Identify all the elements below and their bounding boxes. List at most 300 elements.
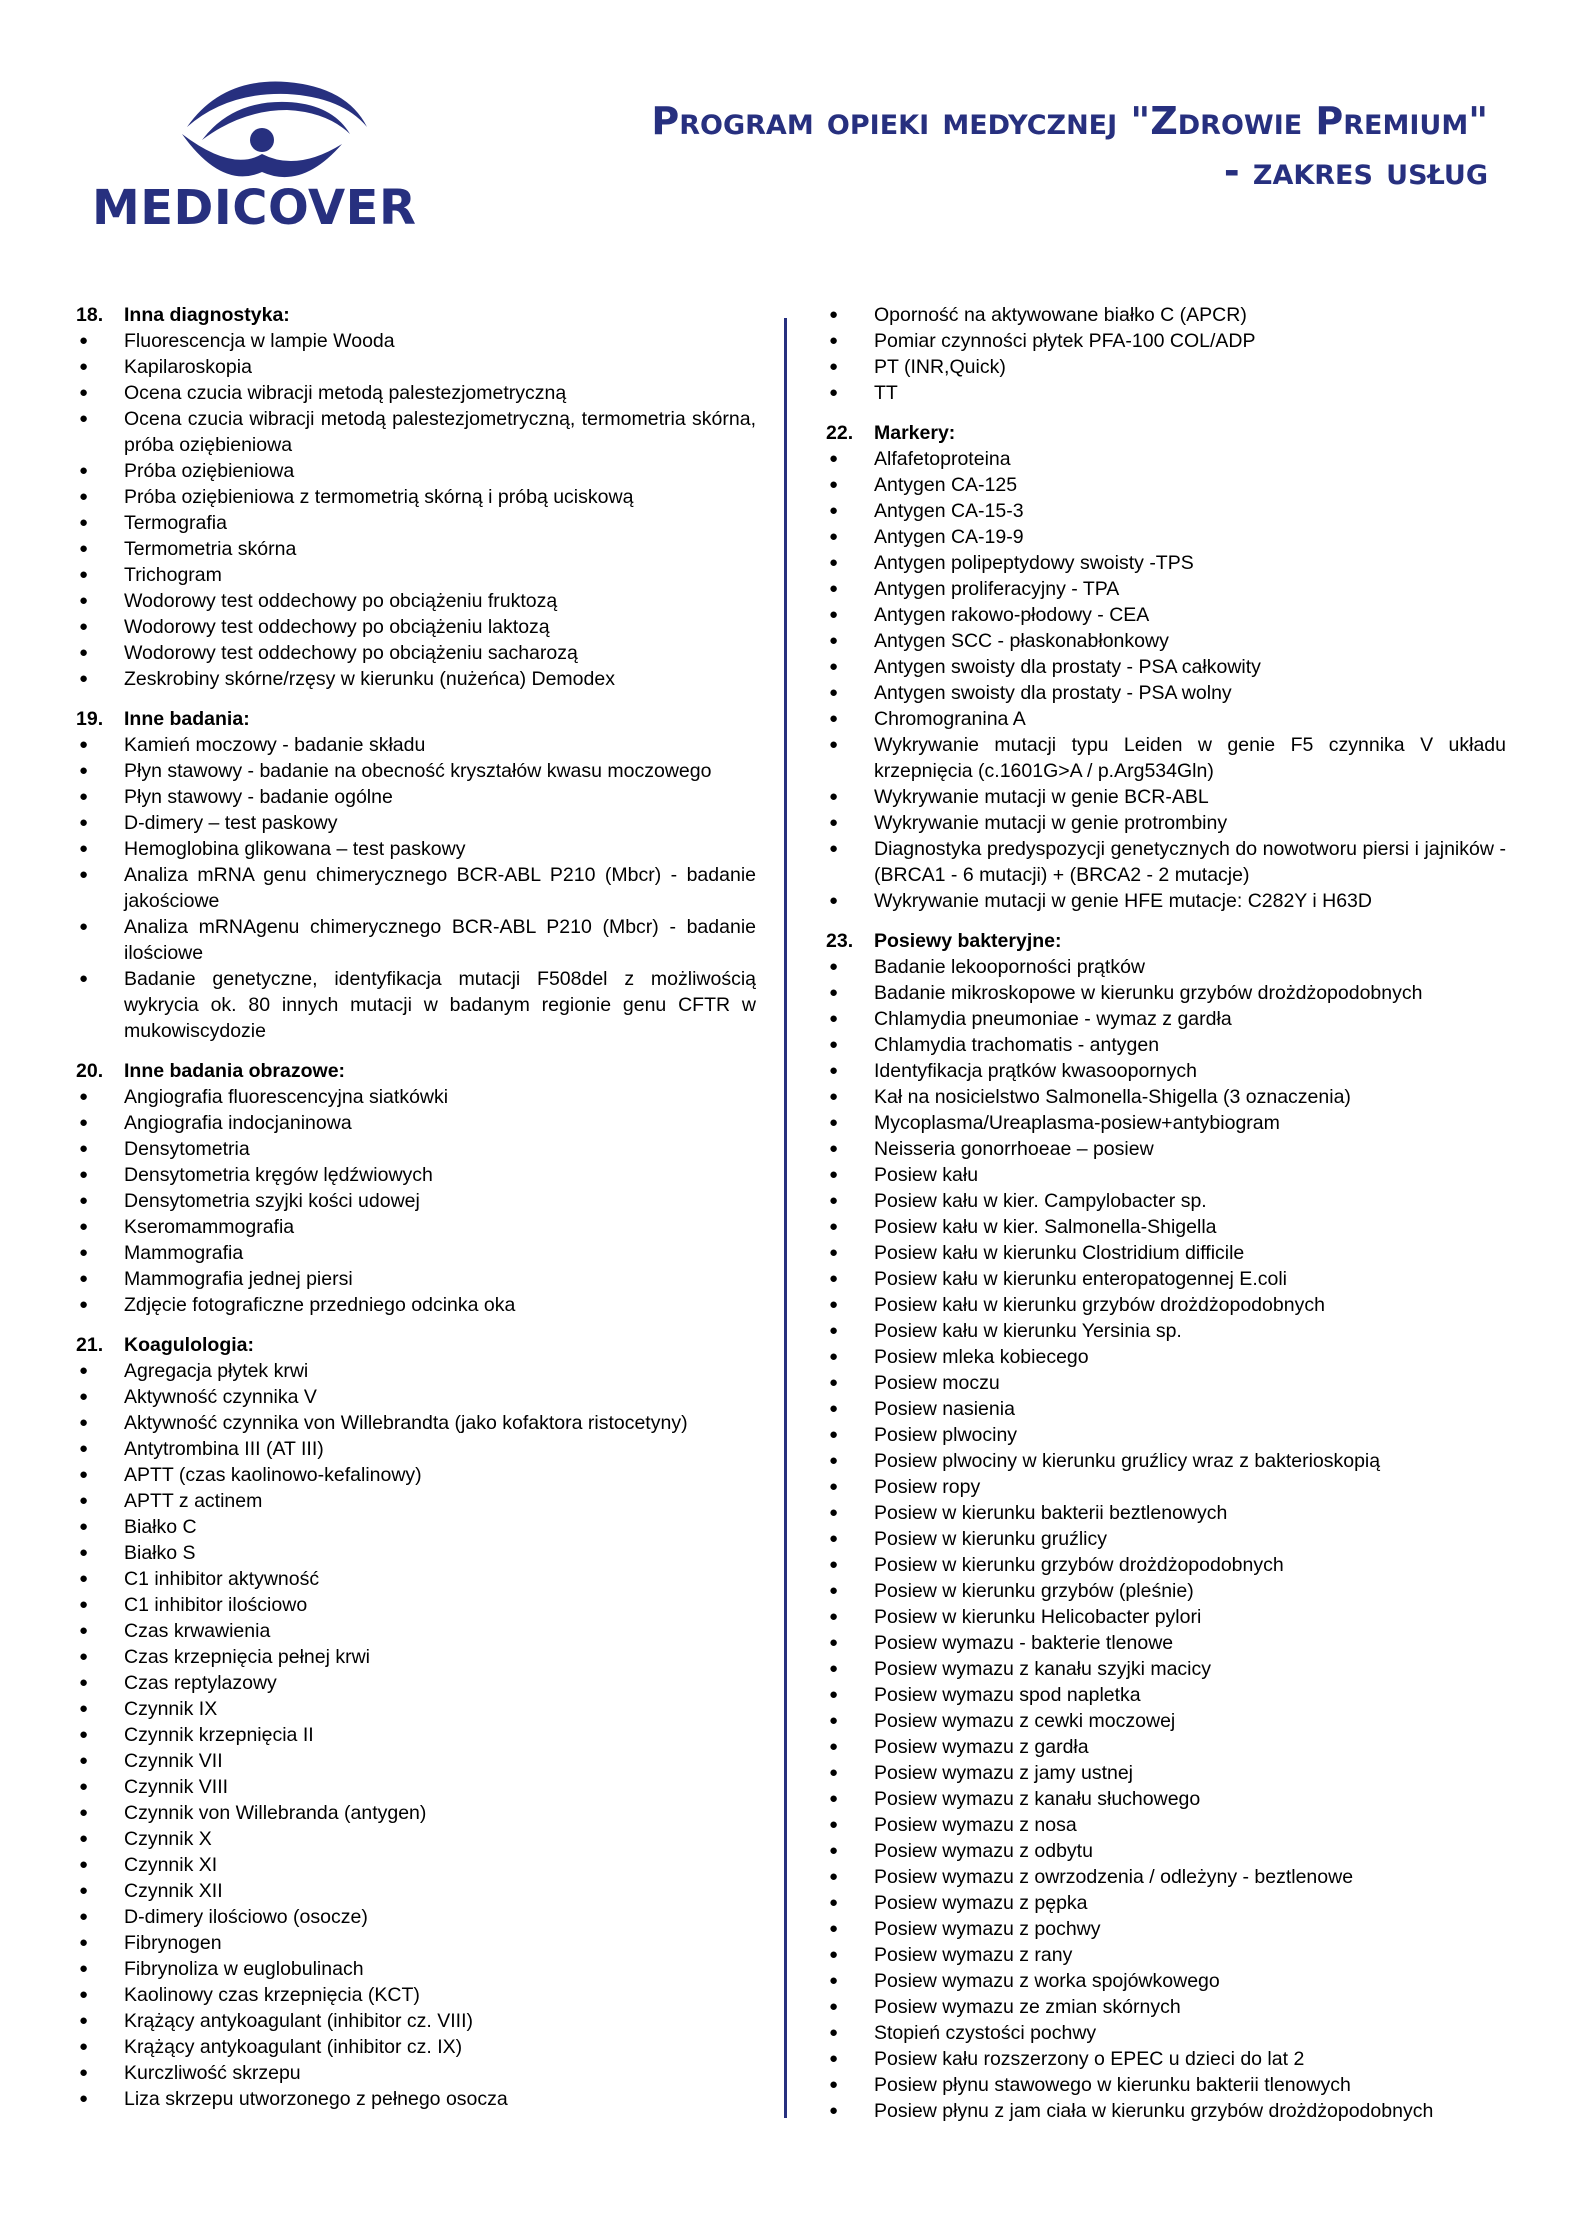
list-item-text: Posiew kału w kierunku Yersinia sp. xyxy=(874,1320,1182,1342)
list-item-text: Zdjęcie fotograficzne przedniego odcinka oka xyxy=(124,1294,516,1316)
bullet-icon: ● xyxy=(829,1140,839,1157)
bullet-icon: ● xyxy=(79,462,89,479)
bullet-icon: ● xyxy=(829,2102,839,2119)
list-item-text: Posiew wymazu z nosa xyxy=(874,1814,1077,1836)
list-item-text: Posiew mleka kobiecego xyxy=(874,1346,1089,1368)
section-number: 19. xyxy=(76,708,104,730)
logo-emblem-icon xyxy=(92,72,422,192)
list-item-text: D-dimery – test paskowy xyxy=(124,812,338,834)
bullet-icon: ● xyxy=(829,1478,839,1495)
list-item xyxy=(826,954,1506,980)
bullet-icon: ● xyxy=(829,1686,839,1703)
list-item-text: Posiew wymazu ze zmian skórnych xyxy=(874,1996,1181,2018)
list-item-text: Badanie lekooporności prątków xyxy=(874,956,1146,978)
list-item xyxy=(76,2008,756,2034)
list-item-text: Fibrynoliza w euglobulinach xyxy=(124,1958,364,1980)
list-item xyxy=(826,302,1506,328)
list-item xyxy=(76,354,756,380)
list-item-text: PT (INR,Quick) xyxy=(874,356,1006,378)
bullet-icon: ● xyxy=(829,1920,839,1937)
bullet-icon: ● xyxy=(79,1166,89,1183)
bullet-icon: ● xyxy=(829,1946,839,1963)
bullet-icon: ● xyxy=(829,1322,839,1339)
list-item-text: Wodorowy test oddechowy po obciążeniu laktozą xyxy=(124,616,550,638)
bullet-icon: ● xyxy=(79,1856,89,1873)
list-item xyxy=(826,1734,1506,1760)
bullet-icon: ● xyxy=(829,1816,839,1833)
list-item xyxy=(76,810,756,836)
list-item-text: Posiew wymazu - bakterie tlenowe xyxy=(874,1632,1174,1654)
section-heading xyxy=(76,1332,756,1358)
bullet-icon: ● xyxy=(79,1140,89,1157)
bullet-icon: ● xyxy=(79,1388,89,1405)
bullet-icon: ● xyxy=(829,1374,839,1391)
bullet-icon: ● xyxy=(829,1244,839,1261)
list-item-text: Posiew plwociny xyxy=(874,1424,1018,1446)
item-list xyxy=(76,732,756,1044)
bullet-icon: ● xyxy=(829,710,839,727)
list-item xyxy=(826,1786,1506,1812)
list-item-text: Chlamydia pneumoniae - wymaz z gardła xyxy=(874,1008,1232,1030)
list-item xyxy=(76,1930,756,1956)
bullet-icon: ● xyxy=(79,1544,89,1561)
bullet-icon: ● xyxy=(829,528,839,545)
list-item-text: Mammografia xyxy=(124,1242,244,1264)
list-item-text: Kseromammografia xyxy=(124,1216,295,1238)
list-item-text: Ocena czucia wibracji metodą palestezjometryczną xyxy=(124,382,567,404)
list-item-text: Czynnik X xyxy=(124,1828,212,1850)
title-line-1: Program opieki medycznej "Zdrowie Premium" xyxy=(651,99,1488,143)
list-item-text: Diagnostyka predyspozycji genetycznych do nowotworu piersi i jajników - (BRCA1 - 6 mutacji) + (BRCA2 - 2 mutacje) xyxy=(874,838,1506,886)
list-item-text: Identyfikacja prątków kwasoopornych xyxy=(874,1060,1197,1082)
list-item xyxy=(826,1630,1506,1656)
list-item-text: Pomiar czynności płytek PFA-100 COL/ADP xyxy=(874,330,1256,352)
list-item-text: Czynnik XI xyxy=(124,1854,218,1876)
list-item-text: Płyn stawowy - badanie ogólne xyxy=(124,786,393,808)
section-title: Koagulologia: xyxy=(124,1334,254,1356)
bullet-icon: ● xyxy=(79,2038,89,2055)
list-item-text: Posiew wymazu z cewki moczowej xyxy=(874,1710,1176,1732)
list-item-text: Posiew kału w kier. Campylobacter sp. xyxy=(874,1190,1207,1212)
bullet-icon: ● xyxy=(79,1570,89,1587)
list-item xyxy=(826,1162,1506,1188)
list-item-text: Antygen rakowo-płodowy - CEA xyxy=(874,604,1150,626)
bullet-icon: ● xyxy=(829,1842,839,1859)
list-item xyxy=(76,484,756,510)
bullet-icon: ● xyxy=(829,476,839,493)
bullet-icon: ● xyxy=(829,1192,839,1209)
list-item-text: C1 inhibitor ilościowo xyxy=(124,1594,308,1616)
list-item-text: Densytometria kręgów lędźwiowych xyxy=(124,1164,433,1186)
list-item xyxy=(826,1136,1506,1162)
list-item-text: Posiew wymazu z gardła xyxy=(874,1736,1089,1758)
bullet-icon: ● xyxy=(829,1062,839,1079)
bullet-icon: ● xyxy=(79,1778,89,1795)
list-item-text: Białko S xyxy=(124,1542,196,1564)
list-item-text: Antygen swoisty dla prostaty - PSA całkowity xyxy=(874,656,1261,678)
list-item-text: Ocena czucia wibracji metodą palestezjometryczną, termometria skórna, próba oziębieniowa xyxy=(124,408,756,456)
bullet-icon: ● xyxy=(79,1830,89,1847)
list-item-text: Chlamydia trachomatis - antygen xyxy=(874,1034,1160,1056)
list-item xyxy=(76,1358,756,1384)
list-item xyxy=(826,1994,1506,2020)
bullet-icon: ● xyxy=(79,644,89,661)
list-item xyxy=(76,836,756,862)
list-item-text: Posiew wymazu z worka spojówkowego xyxy=(874,1970,1220,1992)
bullet-icon: ● xyxy=(79,1804,89,1821)
list-item xyxy=(76,614,756,640)
bullet-icon: ● xyxy=(829,580,839,597)
list-item xyxy=(826,1552,1506,1578)
list-item xyxy=(76,914,756,966)
section-title: Inne badania obrazowe: xyxy=(124,1060,346,1082)
list-item xyxy=(826,1838,1506,1864)
list-item xyxy=(826,2020,1506,2046)
list-item-text: Antygen CA-19-9 xyxy=(874,526,1024,548)
list-item-text: Wykrywanie mutacji typu Leiden w genie F5 czynnika V układu krzepnięcia (c.1601G>A / p.Arg534Gln) xyxy=(874,734,1506,782)
list-item xyxy=(826,1344,1506,1370)
bullet-icon: ● xyxy=(79,1700,89,1717)
bullet-icon: ● xyxy=(79,2064,89,2081)
list-item xyxy=(76,1748,756,1774)
list-item xyxy=(76,406,756,458)
list-item xyxy=(76,1214,756,1240)
section xyxy=(826,420,1506,914)
list-item xyxy=(76,1540,756,1566)
section-heading xyxy=(76,706,756,732)
list-item xyxy=(826,1370,1506,1396)
bullet-icon: ● xyxy=(79,1908,89,1925)
list-item-text: Antygen CA-15-3 xyxy=(874,500,1024,522)
list-item-text: Antytrombina III (AT III) xyxy=(124,1438,324,1460)
list-item xyxy=(76,1240,756,1266)
bullet-icon: ● xyxy=(829,1426,839,1443)
bullet-icon: ● xyxy=(79,918,89,935)
list-item-text: Posiew kału w kier. Salmonella-Shigella xyxy=(874,1216,1217,1238)
list-item-text: Posiew moczu xyxy=(874,1372,1000,1394)
bullet-icon: ● xyxy=(79,1440,89,1457)
bullet-icon: ● xyxy=(829,958,839,975)
list-item xyxy=(76,1488,756,1514)
list-item-text: Posiew wymazu z kanału szyjki macicy xyxy=(874,1658,1212,1680)
bullet-icon: ● xyxy=(829,1582,839,1599)
list-item-text: Krążący antykoagulant (inhibitor cz. IX) xyxy=(124,2036,463,2058)
bullet-icon: ● xyxy=(79,1596,89,1613)
bullet-icon: ● xyxy=(829,1998,839,2015)
list-item xyxy=(826,706,1506,732)
list-item xyxy=(826,888,1506,914)
list-item-text: Angiografia fluorescencyjna siatkówki xyxy=(124,1086,449,1108)
list-item xyxy=(76,1462,756,1488)
section-title: Inne badania: xyxy=(124,708,250,730)
list-item xyxy=(826,1968,1506,1994)
list-item-text: Kał na nosicielstwo Salmonella-Shigella (3 oznaczenia) xyxy=(874,1086,1351,1108)
title-line-2: - zakres usług xyxy=(1223,149,1488,193)
list-item-text: Zeskrobiny skórne/rzęsy w kierunku (nużeńca) Demodex xyxy=(124,668,615,690)
section xyxy=(826,928,1506,2124)
list-item-text: Posiew ropy xyxy=(874,1476,981,1498)
list-item xyxy=(76,1592,756,1618)
bullet-icon: ● xyxy=(79,670,89,687)
bullet-icon: ● xyxy=(79,566,89,583)
list-item xyxy=(826,498,1506,524)
list-item-text: Termografia xyxy=(124,512,227,534)
list-item-text: Antygen swoisty dla prostaty - PSA wolny xyxy=(874,682,1232,704)
bullet-icon: ● xyxy=(79,1648,89,1665)
section xyxy=(76,706,756,1044)
list-item xyxy=(826,732,1506,784)
bullet-icon: ● xyxy=(829,1166,839,1183)
list-item xyxy=(76,1292,756,1318)
bullet-icon: ● xyxy=(79,1882,89,1899)
list-item-text: Densytometria xyxy=(124,1138,250,1160)
list-item xyxy=(826,1032,1506,1058)
list-item xyxy=(76,1618,756,1644)
bullet-icon: ● xyxy=(829,554,839,571)
bullet-icon: ● xyxy=(829,2024,839,2041)
list-item-text: Antygen polipeptydowy swoisty -TPS xyxy=(874,552,1194,574)
bullet-icon: ● xyxy=(829,788,839,805)
list-item-text: Trichogram xyxy=(124,564,222,586)
list-item-text: Kurczliwość skrzepu xyxy=(124,2062,301,2084)
list-item-text: Posiew kału rozszerzony o EPEC u dzieci do lat 2 xyxy=(874,2048,1305,2070)
list-item-text: Posiew wymazu z odbytu xyxy=(874,1840,1093,1862)
list-item xyxy=(76,328,756,354)
list-item-text: Wykrywanie mutacji w genie protrombiny xyxy=(874,812,1228,834)
section xyxy=(76,1332,756,2112)
bullet-icon: ● xyxy=(829,1530,839,1547)
bullet-icon: ● xyxy=(829,1452,839,1469)
list-item-text: Antygen SCC - płaskonabłonkowy xyxy=(874,630,1169,652)
list-item xyxy=(76,966,756,1044)
list-item xyxy=(826,1916,1506,1942)
bullet-icon: ● xyxy=(79,358,89,375)
list-item xyxy=(826,1396,1506,1422)
list-item xyxy=(826,446,1506,472)
bullet-icon: ● xyxy=(79,1726,89,1743)
list-item-text: Białko C xyxy=(124,1516,197,1538)
bullet-icon: ● xyxy=(79,1414,89,1431)
list-item xyxy=(826,784,1506,810)
bullet-icon: ● xyxy=(829,1114,839,1131)
list-item-text: Kaolinowy czas krzepnięcia (KCT) xyxy=(124,1984,420,2006)
bullet-icon: ● xyxy=(829,384,839,401)
list-item xyxy=(826,1474,1506,1500)
list-item-text: Agregacja płytek krwi xyxy=(124,1360,309,1382)
list-item-text: Angiografia indocjaninowa xyxy=(124,1112,352,1134)
bullet-icon: ● xyxy=(79,1088,89,1105)
list-item xyxy=(76,1084,756,1110)
list-item-text: Posiew płynu z jam ciała w kierunku grzybów drożdżopodobnych xyxy=(874,2100,1434,2122)
list-item xyxy=(826,1058,1506,1084)
section xyxy=(76,1058,756,1318)
list-item-text: Próba oziębieniowa z termometrią skórną i próbą uciskową xyxy=(124,486,634,508)
section xyxy=(826,302,1506,406)
list-item-text: Wodorowy test oddechowy po obciążeniu sacharozą xyxy=(124,642,578,664)
list-item xyxy=(76,1982,756,2008)
bullet-icon: ● xyxy=(829,1010,839,1027)
bullet-icon: ● xyxy=(829,1296,839,1313)
list-item-text: Posiew wymazu z owrzodzenia / odleżyny - beztlenowe xyxy=(874,1866,1354,1888)
section-number: 23. xyxy=(826,930,854,952)
bullet-icon: ● xyxy=(79,332,89,349)
bullet-icon: ● xyxy=(829,840,839,857)
bullet-icon: ● xyxy=(79,1986,89,2003)
list-item xyxy=(76,380,756,406)
list-item-text: Antygen proliferacyjny - TPA xyxy=(874,578,1120,600)
list-item-text: Mycoplasma/Ureaplasma-posiew+antybiogram xyxy=(874,1112,1280,1134)
list-item-text: Wykrywanie mutacji w genie HFE mutacje: C282Y i H63D xyxy=(874,890,1372,912)
bullet-icon: ● xyxy=(79,1466,89,1483)
list-item xyxy=(826,1604,1506,1630)
list-item xyxy=(826,576,1506,602)
bullet-icon: ● xyxy=(829,892,839,909)
left-column xyxy=(76,302,756,2126)
list-item-text: Kapilaroskopia xyxy=(124,356,252,378)
bullet-icon: ● xyxy=(829,736,839,753)
column-divider xyxy=(784,318,787,2118)
bullet-icon: ● xyxy=(829,1972,839,1989)
list-item xyxy=(826,654,1506,680)
bullet-icon: ● xyxy=(829,1608,839,1625)
list-item-text: Czynnik krzepnięcia II xyxy=(124,1724,314,1746)
list-item xyxy=(76,510,756,536)
bullet-icon: ● xyxy=(79,540,89,557)
list-item-text: Czynnik VIII xyxy=(124,1776,229,1798)
bullet-icon: ● xyxy=(79,970,89,987)
bullet-icon: ● xyxy=(829,2076,839,2093)
list-item xyxy=(76,1956,756,1982)
list-item-text: Fluorescencja w lampie Wooda xyxy=(124,330,395,352)
bullet-icon: ● xyxy=(79,1362,89,1379)
list-item-text: Posiew w kierunku bakterii beztlenowych xyxy=(874,1502,1228,1524)
list-item xyxy=(826,1760,1506,1786)
bullet-icon: ● xyxy=(79,2012,89,2029)
bullet-icon: ● xyxy=(829,814,839,831)
list-item xyxy=(76,1266,756,1292)
list-item xyxy=(826,1656,1506,1682)
list-item xyxy=(76,1722,756,1748)
list-item xyxy=(826,1318,1506,1344)
list-item-text: Oporność na aktywowane białko C (APCR) xyxy=(874,304,1247,326)
bullet-icon: ● xyxy=(829,1400,839,1417)
bullet-icon: ● xyxy=(829,332,839,349)
bullet-icon: ● xyxy=(79,1752,89,1769)
list-item-text: Wodorowy test oddechowy po obciążeniu fruktozą xyxy=(124,590,558,612)
list-item xyxy=(826,2098,1506,2124)
list-item xyxy=(826,1942,1506,1968)
bullet-icon: ● xyxy=(79,1296,89,1313)
bullet-icon: ● xyxy=(79,866,89,883)
list-item xyxy=(76,1670,756,1696)
bullet-icon: ● xyxy=(829,1556,839,1573)
list-item xyxy=(826,1110,1506,1136)
list-item xyxy=(76,784,756,810)
list-item xyxy=(826,602,1506,628)
list-item xyxy=(826,980,1506,1006)
list-item xyxy=(826,524,1506,550)
bullet-icon: ● xyxy=(829,306,839,323)
bullet-icon: ● xyxy=(829,502,839,519)
bullet-icon: ● xyxy=(79,488,89,505)
list-item xyxy=(76,1514,756,1540)
bullet-icon: ● xyxy=(829,358,839,375)
bullet-icon: ● xyxy=(79,1960,89,1977)
list-item-text: Posiew płynu stawowego w kierunku bakterii tlenowych xyxy=(874,2074,1351,2096)
section-heading xyxy=(826,420,1506,446)
list-item-text: APTT z actinem xyxy=(124,1490,263,1512)
list-item-text: Analiza mRNA genu chimerycznego BCR-ABL P210 (Mbcr) - badanie jakościowe xyxy=(124,864,756,912)
bullet-icon: ● xyxy=(79,592,89,609)
bullet-icon: ● xyxy=(79,410,89,427)
bullet-icon: ● xyxy=(79,618,89,635)
list-item xyxy=(76,1904,756,1930)
section-number: 18. xyxy=(76,304,104,326)
list-item-text: Posiew kału w kierunku Clostridium difficile xyxy=(874,1242,1245,1264)
section-title: Posiewy bakteryjne: xyxy=(874,930,1062,952)
list-item xyxy=(826,1812,1506,1838)
list-item xyxy=(76,1852,756,1878)
list-item xyxy=(76,2060,756,2086)
list-item xyxy=(76,536,756,562)
list-item-text: Posiew wymazu z pępka xyxy=(874,1892,1088,1914)
bullet-icon: ● xyxy=(829,1504,839,1521)
list-item-text: Badanie genetyczne, identyfikacja mutacji F508del z możliwością wykrycia ok. 80 innych mutacji w badanym regionie genu CFTR w mukowiscydozie xyxy=(124,968,756,1042)
bullet-icon: ● xyxy=(79,1218,89,1235)
section-number: 21. xyxy=(76,1334,104,1356)
list-item xyxy=(76,1644,756,1670)
list-item-text: Posiew plwociny w kierunku gruźlicy wraz z bakterioskopią xyxy=(874,1450,1381,1472)
list-item xyxy=(826,680,1506,706)
bullet-icon: ● xyxy=(79,1270,89,1287)
list-item xyxy=(826,1292,1506,1318)
list-item xyxy=(826,550,1506,576)
list-item-text: Posiew wymazu z jamy ustnej xyxy=(874,1762,1134,1784)
bullet-icon: ● xyxy=(79,1114,89,1131)
list-item xyxy=(826,1448,1506,1474)
bullet-icon: ● xyxy=(79,1674,89,1691)
list-item-text: D-dimery ilościowo (osocze) xyxy=(124,1906,368,1928)
list-item-text: Densytometria szyjki kości udowej xyxy=(124,1190,420,1212)
list-item-text: Alfafetoproteina xyxy=(874,448,1011,470)
bullet-icon: ● xyxy=(829,1660,839,1677)
list-item xyxy=(826,1682,1506,1708)
list-item-text: Czas krwawienia xyxy=(124,1620,271,1642)
list-item xyxy=(76,1696,756,1722)
list-item xyxy=(76,1384,756,1410)
bullet-icon: ● xyxy=(829,606,839,623)
list-item-text: Antygen CA-125 xyxy=(874,474,1018,496)
list-item-text: Posiew w kierunku grzybów drożdżopodobnych xyxy=(874,1554,1284,1576)
list-item-text: Posiew w kierunku gruźlicy xyxy=(874,1528,1108,1550)
bullet-icon: ● xyxy=(829,1868,839,1885)
list-item-text: Chromogranina A xyxy=(874,708,1026,730)
list-item-text: Liza skrzepu utworzonego z pełnego osocza xyxy=(124,2088,508,2110)
logo-wordmark: MEDICOVER xyxy=(92,180,417,236)
list-item-text: Czas krzepnięcia pełnej krwi xyxy=(124,1646,371,1668)
list-item-text: Czynnik IX xyxy=(124,1698,218,1720)
list-item xyxy=(826,1578,1506,1604)
list-item xyxy=(826,1006,1506,1032)
item-list xyxy=(76,328,756,692)
list-item xyxy=(826,628,1506,654)
list-item xyxy=(826,354,1506,380)
list-item-text: Posiew kału w kierunku grzybów drożdżopodobnych xyxy=(874,1294,1325,1316)
list-item xyxy=(826,328,1506,354)
list-item xyxy=(826,1708,1506,1734)
bullet-icon: ● xyxy=(829,1764,839,1781)
bullet-icon: ● xyxy=(829,1348,839,1365)
